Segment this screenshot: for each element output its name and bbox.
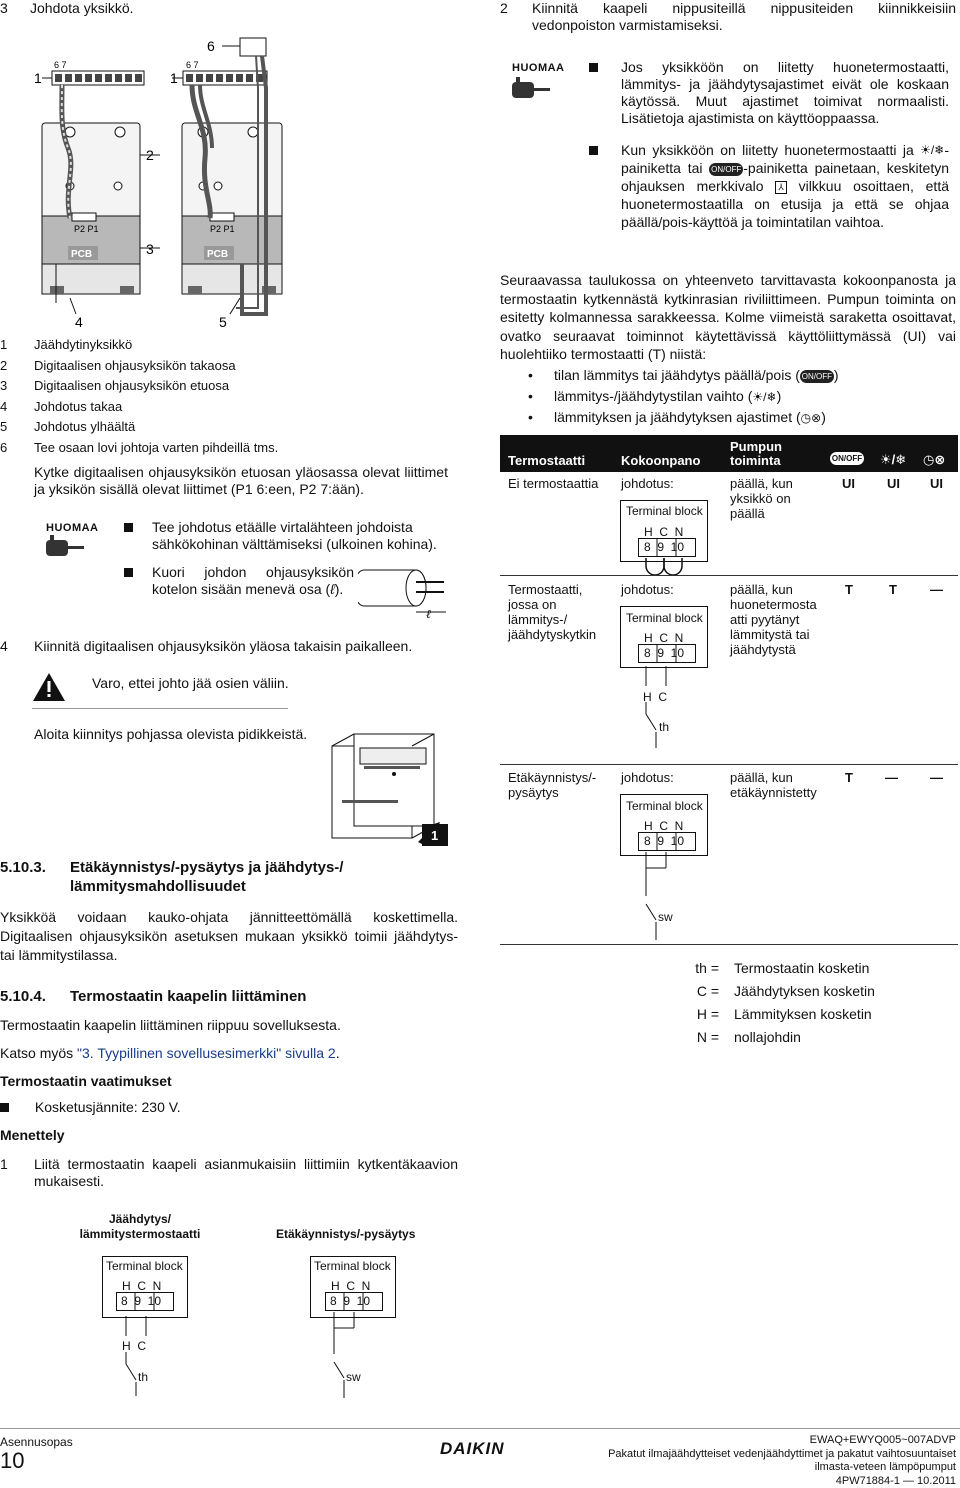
label-5: 5 bbox=[219, 314, 227, 328]
bullet-text bbox=[554, 388, 781, 404]
cell-timer: — bbox=[930, 770, 943, 785]
requirement-text: Kosketusjännite: 230 V. bbox=[34, 1099, 181, 1115]
note-label: HUOMAA bbox=[512, 62, 565, 74]
legend-item bbox=[0, 397, 278, 418]
terminal-r3-letters: H C N bbox=[644, 819, 684, 833]
cell-mode: UI bbox=[887, 476, 900, 491]
sw-label-b: sw bbox=[346, 1370, 361, 1384]
step-text: Kiinnitä kaapeli nippusiteillä nippusiteiden kiinnikkeisiin vedonpoiston varmistamiseksi. bbox=[532, 0, 956, 33]
table-divider bbox=[500, 764, 958, 765]
step-1 bbox=[0, 1156, 458, 1190]
step-4 bbox=[0, 638, 470, 655]
pump-line: atti pyytänyt bbox=[730, 612, 800, 627]
section-number: 5.10.4. bbox=[0, 988, 46, 1005]
legend-num: 6 bbox=[0, 439, 8, 455]
section-5103-heading-line2: lämmitysmahdollisuudet bbox=[70, 878, 246, 895]
note-label: HUOMAA bbox=[46, 522, 99, 534]
cell-timer: UI bbox=[930, 476, 943, 491]
label-4: 4 bbox=[75, 314, 83, 328]
note2-item-2 bbox=[589, 142, 949, 231]
heat-cool-icon: ☀/❄ bbox=[920, 143, 945, 158]
note2-text-1: Jos yksikköön on liitetty huonetermostaatti, lämmitys- ja jäähdytysajastimet eivät ole koskaan käytössä. Muut ajastimet toimivat normaalisti. Lisätietoja ajastimista on käyttöoppaassa. bbox=[621, 59, 949, 126]
terminal-r3-numbers: 8 9 10 bbox=[644, 834, 685, 848]
label-p2p1a: P2 P1 bbox=[74, 224, 99, 234]
step-text: Johdota yksikkö. bbox=[30, 0, 134, 16]
cell-pumpun bbox=[730, 582, 817, 657]
footer-right bbox=[608, 1434, 956, 1488]
th-label-r2: th bbox=[659, 720, 670, 734]
diag-a-title bbox=[70, 1212, 210, 1242]
connect-paragraph: Kytke digitaalisen ohjausyksikön etuosan yläosassa olevat liittimet ja yksikön sisällä olevat liittimet (P1 6:een, P2 7:ään). bbox=[34, 464, 448, 497]
footer-doc-id: 4PW71884-1 — 10.2011 bbox=[835, 1474, 956, 1487]
timer-icon: ◷⊗ bbox=[800, 410, 822, 425]
on-off-icon: ON/OFF bbox=[711, 164, 742, 174]
strip-length-icon: ℓ bbox=[330, 581, 335, 597]
terminal-b-numbers: 8 9 10 bbox=[330, 1294, 371, 1308]
bullet-square-icon bbox=[589, 146, 598, 155]
terminal-block-a-label: Terminal block bbox=[106, 1259, 183, 1273]
bullet-text-post: ) bbox=[833, 367, 839, 383]
step-number: 2 bbox=[500, 0, 508, 16]
terminal-r1-grid bbox=[638, 538, 696, 558]
cell-onoff: T bbox=[845, 582, 853, 597]
pump-line: päällä, kun bbox=[730, 476, 793, 491]
remote-switch-b bbox=[320, 1312, 370, 1398]
footer-left-label: Asennusopas bbox=[0, 1435, 73, 1449]
pump-line: päällä, kun bbox=[730, 770, 793, 785]
hand-note-icon bbox=[44, 534, 86, 560]
hand-note-icon bbox=[510, 76, 552, 102]
abbreviation-list bbox=[688, 957, 876, 1049]
footer-rule bbox=[0, 1428, 960, 1429]
note1-text-2-end: ). bbox=[334, 581, 344, 597]
step-number: 4 bbox=[0, 638, 8, 654]
table-row bbox=[508, 476, 958, 576]
cell-mode: — bbox=[885, 770, 898, 785]
cell-pumpun bbox=[730, 770, 817, 800]
section-number: 5.10.3. bbox=[0, 859, 46, 876]
hc-label-r2: H C bbox=[643, 690, 667, 704]
bullet-text-pre: lämmityksen ja jäähdytyksen ajastimet ( bbox=[554, 409, 801, 425]
legend-item bbox=[0, 417, 278, 438]
cell-termostaatti bbox=[508, 582, 596, 642]
legend-item bbox=[0, 335, 278, 356]
cell-kokoonpano: johdotus: bbox=[621, 582, 674, 597]
pump-line: yksikkö on bbox=[730, 491, 791, 506]
abbreviation-value: Lämmityksen kosketin bbox=[734, 1006, 872, 1022]
on-off-icon: ON/OFF bbox=[831, 454, 863, 463]
note2-text-2 bbox=[621, 142, 949, 231]
pump-line: lämmitystä tai bbox=[730, 627, 810, 642]
thermostat-line: Etäkäynnistys/- bbox=[508, 770, 597, 785]
page-number: 10 bbox=[0, 1448, 25, 1473]
terminal-r1-numbers: 8 9 10 bbox=[644, 540, 685, 554]
terminal-block-r2-label: Terminal block bbox=[626, 611, 703, 625]
label-pcba: PCB bbox=[71, 249, 93, 260]
thermostat-switch-r2 bbox=[632, 666, 682, 750]
pump-line: huonetermosta bbox=[730, 597, 817, 612]
terminal-block-r1-label: Terminal block bbox=[626, 504, 703, 518]
cell-kokoonpano: johdotus: bbox=[621, 476, 674, 491]
legend-item bbox=[0, 376, 278, 397]
terminal-a-letters: H C N bbox=[122, 1279, 162, 1293]
col-header-kokoonpano: Kokoonpano bbox=[621, 453, 701, 468]
step-number: 3 bbox=[0, 0, 8, 16]
note2-item-1 bbox=[589, 59, 949, 127]
abbreviation-key: N = bbox=[696, 1029, 719, 1045]
function-bullet bbox=[528, 388, 781, 406]
pump-line: päällä bbox=[730, 506, 765, 521]
warning-text: Varo, ettei johto jää osien väliin. bbox=[92, 675, 289, 691]
pump-line: jäähdytystä bbox=[730, 642, 796, 657]
terminal-r3-grid bbox=[638, 832, 696, 852]
katso-pre: Katso myös bbox=[0, 1045, 78, 1061]
function-bullet bbox=[528, 409, 826, 427]
bullet-text-pre: tilan lämmitys tai jäähdytys päällä/pois ( bbox=[554, 367, 800, 383]
remote-switch-r3 bbox=[632, 852, 682, 940]
heat-cool-icon: ☀/❄ bbox=[880, 452, 907, 467]
abbreviation-row bbox=[688, 1003, 876, 1026]
label-3: 3 bbox=[146, 241, 154, 257]
note2-text-2b: -painiketta tai bbox=[621, 142, 949, 177]
thermostat-line: jäähdytyskytkin bbox=[508, 627, 597, 642]
thermostat-line: Termostaatti, bbox=[508, 582, 583, 597]
abbreviation-row bbox=[688, 957, 876, 980]
p-5103: Yksikköä voidaan kauko-ohjata jännitteettömällä koskettimella. Digitaalisen ohjausyksikön asetuksen mukaan yksikkö toimii jäähdytys- tai lämmitystilassa. bbox=[0, 909, 458, 963]
terminal-b-grid bbox=[325, 1292, 383, 1312]
cable-strip-diagram bbox=[358, 564, 454, 620]
terminal-a-grid bbox=[116, 1292, 174, 1312]
col-header-toiminta: toiminta bbox=[730, 453, 781, 468]
cell-onoff: T bbox=[845, 770, 853, 785]
legend-text: Digitaalisen ohjausyksikön etuosa bbox=[34, 378, 230, 393]
legend-num: 5 bbox=[0, 419, 8, 434]
divider bbox=[32, 708, 288, 709]
footer-model: EWAQ+EWYQ005~007ADVP bbox=[809, 1434, 956, 1446]
section-title: Etäkäynnistys/-pysäytys ja jäähdytys-/ bbox=[70, 859, 344, 876]
daikin-logo: DAIKIN bbox=[440, 1439, 505, 1458]
note2-text-2c: -painiketta painetaan, keskitetyn ohjauksen merkkivalo bbox=[621, 160, 950, 194]
diag-b-title: Etäkäynnistys/-pysäytys bbox=[276, 1227, 416, 1241]
legend-num: 3 bbox=[0, 378, 8, 393]
col-header-termostaatti: Termostaatti bbox=[508, 453, 586, 468]
katso-post: . bbox=[335, 1045, 340, 1061]
timer-icon: ◷⊗ bbox=[923, 452, 946, 467]
thermostat-switch-a bbox=[112, 1316, 162, 1396]
label-1a: 1 bbox=[34, 70, 42, 86]
section-5103-heading bbox=[0, 858, 343, 877]
bullet-text bbox=[554, 409, 826, 425]
table-header bbox=[500, 435, 958, 472]
label-67b: 6 7 bbox=[186, 60, 199, 70]
sw-label-r3: sw bbox=[658, 910, 673, 924]
section-title: Termostaatin kaapelin liittäminen bbox=[70, 988, 307, 1005]
note1-item-1 bbox=[124, 519, 454, 553]
table-row bbox=[508, 770, 958, 940]
step-text: Kiinnitä digitaalisen ohjausyksikön yläosa takaisin paikalleen. bbox=[34, 638, 413, 654]
bullet-square-icon bbox=[124, 523, 133, 532]
requirements-title: Termostaatin vaatimukset bbox=[0, 1073, 172, 1089]
procedure-title: Menettely bbox=[0, 1127, 65, 1143]
abbreviation-key: th = bbox=[695, 960, 719, 976]
step-3 bbox=[0, 0, 470, 17]
footer-description-2: ilmasta-veteen lämpöpumput bbox=[814, 1461, 956, 1473]
cell-timer: — bbox=[930, 582, 943, 597]
step-number: 1 bbox=[0, 1156, 8, 1172]
cell-pumpun bbox=[730, 476, 793, 521]
terminal-b-letters: H C N bbox=[331, 1279, 371, 1293]
terminal-r2-numbers: 8 9 10 bbox=[644, 646, 685, 660]
thermostat-line: lämmitys-/ bbox=[508, 612, 568, 627]
summary-paragraph: Seuraavassa taulukossa on yhteenveto tarvittavasta kokoonpanosta ja termostaatin kytkennästä kytkinrasian riviliittimeen. Pumpun toiminta on esitetty kolmannessa sarakkeessa. Kolme viimeistä saraketta osoittavat, ovatko seuraavat toiminnot käytettävissä käyttöliittymässä (UI) vai huolehtiiko termostaatti (T) niistä: bbox=[500, 272, 956, 362]
label-6: 6 bbox=[207, 38, 215, 54]
controller-diagram bbox=[328, 730, 458, 850]
terminal-a-numbers: 8 9 10 bbox=[121, 1294, 162, 1308]
hc-label-a: H C bbox=[122, 1339, 146, 1353]
note1-item-2 bbox=[124, 564, 354, 598]
p-5104: Termostaatin kaapelin liittäminen riippuu sovelluksesta. bbox=[0, 1017, 341, 1033]
bullet-square-icon bbox=[589, 63, 598, 72]
abbreviation-value: Termostaatin kosketin bbox=[734, 960, 870, 976]
footer-description-1: Pakatut ilmajäähdytteiset vedenjäähdyttimet ja pakatut vaihtosuuntaiset bbox=[608, 1447, 956, 1460]
pump-line: päällä, kun bbox=[730, 582, 793, 597]
cell-termostaatti: Ei termostaattia bbox=[508, 476, 599, 491]
abbreviation-value: nollajohdin bbox=[734, 1029, 801, 1045]
thermostat-line: jossa on bbox=[508, 597, 557, 612]
legend-item bbox=[0, 438, 278, 459]
terminal-block-b-label: Terminal block bbox=[314, 1259, 391, 1273]
legend-text: Jäähdytinyksikkö bbox=[34, 337, 133, 352]
bullet-square-icon bbox=[0, 1103, 9, 1112]
bullet-dot-icon: • bbox=[528, 388, 533, 404]
label-p2p1b: P2 P1 bbox=[210, 224, 235, 234]
central-control-icon: ⅄ bbox=[775, 181, 787, 194]
bullet-dot-icon: • bbox=[528, 367, 533, 383]
cell-kokoonpano: johdotus: bbox=[621, 770, 674, 785]
abbreviation-row bbox=[688, 980, 876, 1003]
step-text: Liitä termostaatin kaapeli asianmukaisiin liittimiin kytkentäkaavion mukaisesti. bbox=[34, 1156, 458, 1189]
warning-icon bbox=[32, 672, 66, 702]
cell-mode: T bbox=[889, 582, 897, 597]
abbreviation-row bbox=[688, 1026, 876, 1049]
legend-num: 4 bbox=[0, 398, 8, 414]
col-header-pumpun: Pumpun bbox=[730, 439, 782, 454]
strip-length-label: ℓ bbox=[426, 607, 431, 620]
legend-text: Digitaalisen ohjausyksikön takaosa bbox=[34, 357, 236, 373]
cell-onoff: UI bbox=[842, 476, 855, 491]
table-divider bbox=[500, 944, 958, 945]
diag-a-title-line2: lämmitystermostaatti bbox=[79, 1227, 201, 1241]
pump-line: etäkäynnistetty bbox=[730, 785, 817, 800]
bullet-text-post: ) bbox=[776, 388, 782, 404]
label-1b: 1 bbox=[170, 70, 178, 86]
th-label-a: th bbox=[138, 1370, 149, 1384]
note1-text-2: Kuori johdon ohjausyksikön kotelon sisään menevä osa ( bbox=[152, 564, 354, 597]
bullet-square-icon bbox=[124, 568, 133, 577]
note2-text-2d: vilkkuu osoittaen, että huonetermostaatilla on etusija ja että se ohjaa päällä/pois-käyttöä ja toimintatilan vaihtoa. bbox=[621, 177, 949, 230]
cell-termostaatti bbox=[508, 770, 596, 800]
wiring-legend bbox=[0, 335, 278, 458]
abbreviation-key: C = bbox=[696, 983, 719, 999]
note1-text-2-wrap bbox=[152, 564, 354, 598]
legend-text: Johdotus ylhäältä bbox=[34, 419, 136, 434]
terminal-r1-letters: H C N bbox=[644, 525, 684, 539]
bullet-text-post: ) bbox=[821, 409, 826, 425]
terminal-r2-grid bbox=[638, 644, 696, 664]
function-bullet bbox=[528, 367, 839, 384]
abbreviation-key: H = bbox=[696, 1006, 719, 1022]
diag-a-title-line1: Jäähdytys/ bbox=[108, 1212, 172, 1226]
table-row bbox=[508, 582, 958, 762]
note2-text-2a: Kun yksikköön on liitetty huonetermostaatti ja bbox=[621, 142, 921, 158]
cross-reference-link[interactable]: "3. Tyypillinen sovellusesimerkki" sivulla 2 bbox=[77, 1045, 336, 1061]
arrow-number: 1 bbox=[431, 828, 439, 843]
terminal-r2-letters: H C N bbox=[644, 631, 684, 645]
requirement-item bbox=[0, 1099, 181, 1116]
legend-text: Johdotus takaa bbox=[34, 398, 123, 414]
jumper-loop-r1 bbox=[636, 558, 696, 576]
thermostat-line: pysäytys bbox=[508, 785, 559, 800]
terminal-block-r3-label: Terminal block bbox=[626, 799, 703, 813]
katso-paragraph bbox=[0, 1045, 340, 1062]
on-off-icon: ON/OFF bbox=[801, 371, 832, 381]
bullet-dot-icon: • bbox=[528, 409, 533, 425]
legend-item bbox=[0, 356, 278, 377]
label-2: 2 bbox=[146, 147, 154, 163]
step-2 bbox=[500, 0, 956, 34]
aloita-text: Aloita kiinnitys pohjassa olevista pidikkeistä. bbox=[34, 726, 308, 742]
label-67a: 6 7 bbox=[54, 60, 67, 70]
bullet-text-pre: lämmitys-/jäähdytystilan vaihto ( bbox=[554, 388, 753, 404]
legend-num: 1 bbox=[0, 337, 8, 352]
bullet-text bbox=[554, 367, 839, 383]
section-5104-heading bbox=[0, 987, 306, 1006]
legend-text: Tee osaan lovi johtoja varten pihdeillä tms. bbox=[34, 439, 279, 455]
abbreviation-value: Jäähdytyksen kosketin bbox=[734, 983, 875, 999]
heat-cool-icon: ☀/❄ bbox=[752, 389, 777, 404]
wiring-diagram bbox=[0, 28, 300, 328]
legend-num: 2 bbox=[0, 357, 8, 373]
table-divider bbox=[500, 575, 958, 576]
note1-text-1: Tee johdotus etäälle virtalähteen johdoista sähkökohinan välttämiseksi (ulkoinen kohina). bbox=[152, 519, 437, 552]
label-pcbb: PCB bbox=[207, 249, 229, 260]
